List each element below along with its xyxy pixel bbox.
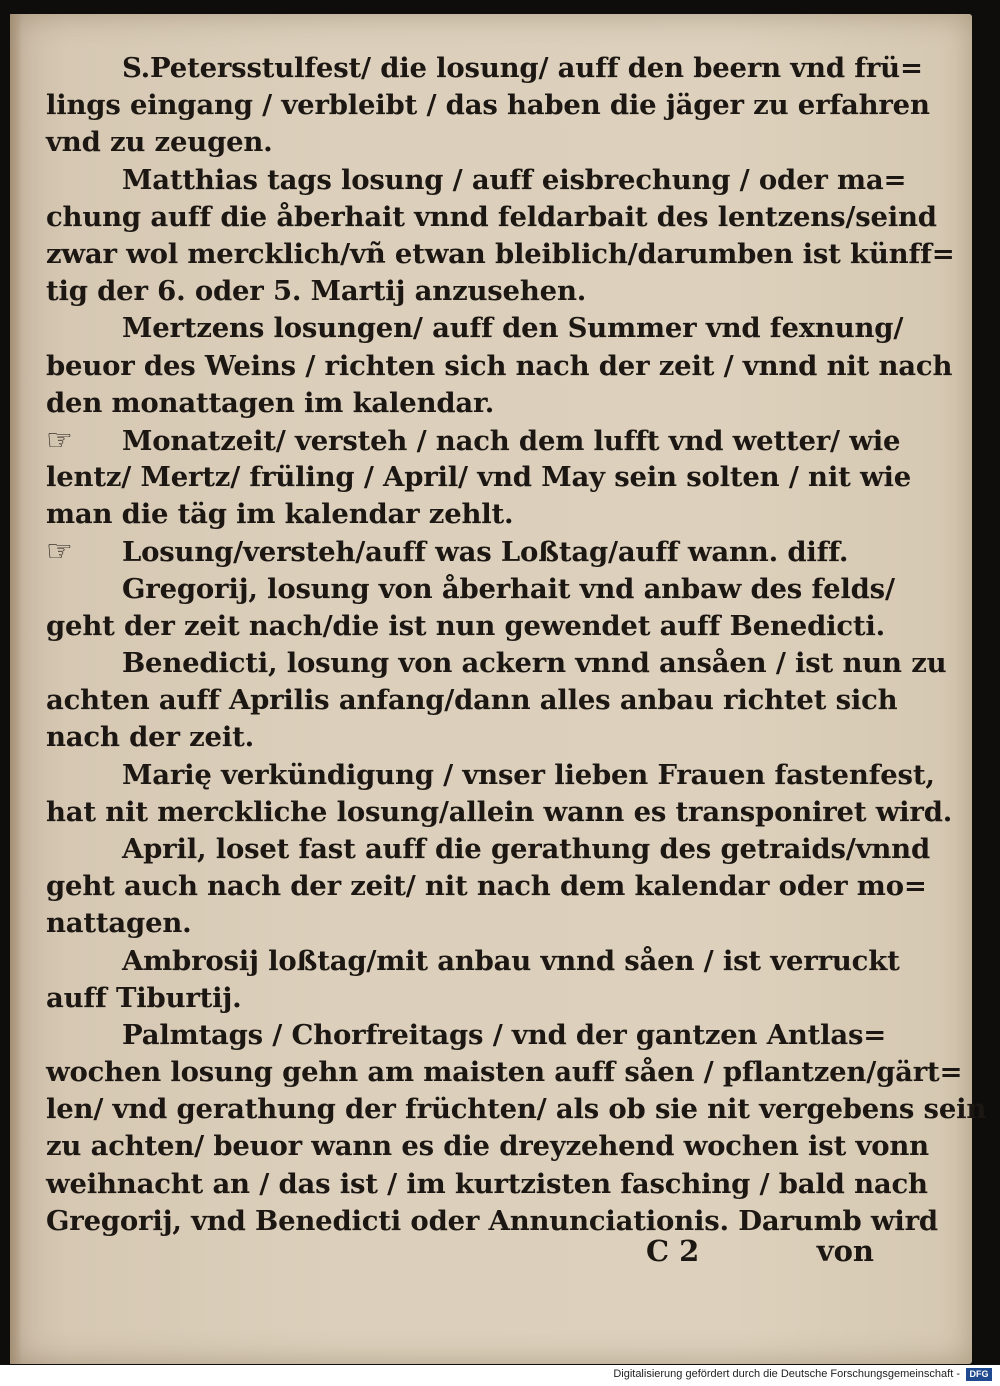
text-line-6: zwar wol mercklich/vñ etwan bleiblich/darumben ist künff= — [46, 237, 955, 270]
text-line-19: nach der zeit. — [46, 721, 254, 754]
text-line-3: vnd zu zeugen. — [46, 126, 273, 159]
text-line-32: Gregorij, vnd Benedicti oder Annunciationis. Darumb wird — [46, 1204, 938, 1237]
text-line-14 — [46, 533, 926, 570]
text-line-5: chung auff die åberhait vnnd feldarbait des lentzens/seind — [46, 200, 937, 233]
catchword: von — [816, 1234, 874, 1268]
text-line-21: hat nit merckliche losung/allein wann es transponiret wird. — [46, 795, 953, 828]
text-line-11 — [46, 422, 926, 459]
text-line-20: Marię verkündigung / vnser lieben Frauen fastenfest, — [122, 758, 935, 791]
text-line-22: April, loset fast auff die gerathung des getraids/vnnd — [122, 832, 930, 865]
binding-edge — [10, 14, 22, 1364]
text-line-23: geht auch nach der zeit/ nit nach dem kalendar oder mo= — [46, 870, 927, 903]
dfg-logo-icon: DFG — [966, 1368, 992, 1381]
credit-bar — [0, 1365, 1000, 1386]
page-text — [46, 50, 987, 1240]
text-line-26: auff Tiburtij. — [46, 981, 242, 1014]
text-line-15: Gregorij, losung von åberhait vnd anbaw des felds/ — [122, 572, 895, 605]
text-line-10: den monattagen im kalendar. — [46, 386, 495, 419]
text-line-28: wochen losung gehn am maisten auff såen / pflantzen/gärt= — [46, 1056, 963, 1089]
book-page — [10, 14, 987, 1364]
credit-text: Digitalisierung gefördert durch die Deutsche Forschungsgemeinschaft - — [613, 1368, 960, 1380]
manicule-icon: ☞ — [46, 422, 73, 458]
text-line-13: man die täg im kalendar zehlt. — [46, 498, 514, 531]
text-line-12: lentz/ Mertz/ früling / April/ vnd May sein solten / nit wie — [46, 461, 911, 494]
text-line-1: S.Petersstulfest/ die losung/ auff den beern vnd frü= — [122, 52, 923, 84]
text-line-11-content: Monatzeit/ versteh / nach dem lufft vnd wetter/ wie — [122, 424, 901, 457]
text-line-17: Benedicti, losung von ackern vnnd ansåen / ist nun zu — [122, 647, 947, 679]
signature-mark: C 2 — [646, 1234, 700, 1268]
text-line-25: Ambrosij loßtag/mit anbau vnnd såen / ist verruckt — [122, 944, 900, 977]
text-line-4: Matthias tags losung / auff eisbrechung / oder ma= — [122, 163, 907, 196]
text-line-7: tig der 6. oder 5. Martij anzusehen. — [46, 275, 587, 308]
text-line-8: Mertzens losungen/ auff den Summer vnd fexnung/ — [122, 312, 904, 345]
text-line-30: zu achten/ beuor wann es die dreyzehend wochen ist vonn — [46, 1130, 929, 1163]
text-line-27: Palmtags / Chorfreitags / vnd der gantzen Antlas= — [122, 1018, 887, 1051]
text-line-29: len/ vnd gerathung der früchten/ als ob sie nit vergebens sein — [46, 1093, 987, 1126]
text-line-16: geht der zeit nach/die ist nun gewendet auff Benedicti. — [46, 609, 886, 642]
text-line-14-content: Losung/versteh/auff was Loßtag/auff wann. diff. — [122, 536, 849, 569]
manicule-icon: ☞ — [46, 534, 73, 570]
text-line-24: nattagen. — [46, 907, 192, 940]
text-line-2: lings eingang / verbleibt / das haben die jäger zu erfahren — [46, 89, 930, 122]
text-line-18: achten auff Aprilis anfang/dann alles anbau richtet sich — [46, 684, 898, 717]
text-line-31: weihnacht an / das ist / im kurtzisten fasching / bald nach — [46, 1167, 928, 1200]
text-line-9: beuor des Weins / richten sich nach der zeit / vnnd nit nach — [46, 349, 953, 382]
